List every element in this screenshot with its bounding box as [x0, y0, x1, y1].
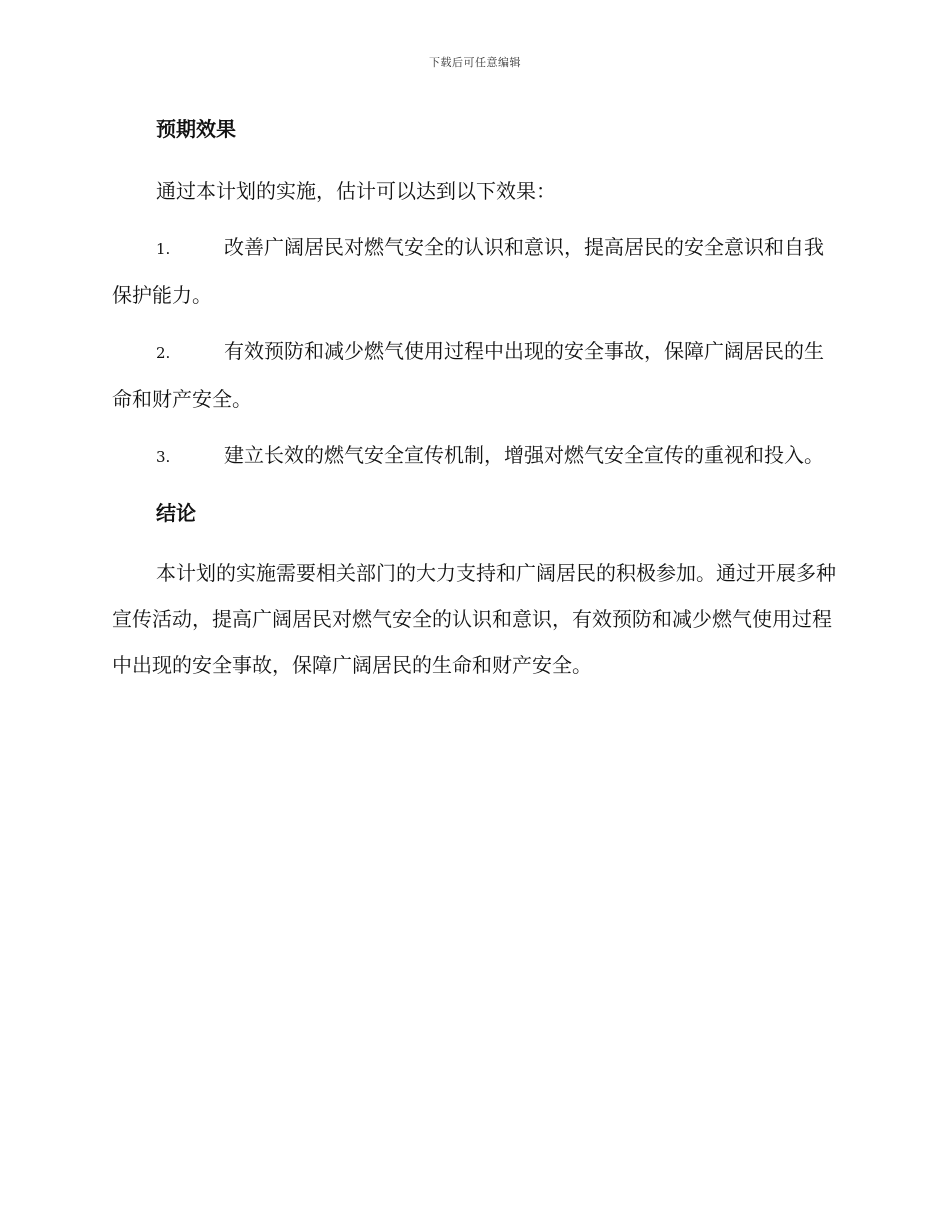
list-item-text: 有效预防和减少燃气使用过程中出现的安全事故，保障广阔居民的生命和财产安全。	[112, 339, 824, 411]
list-item-text: 建立长效的燃气安全宣传机制，增强对燃气安全宣传的重视和投入。	[224, 443, 824, 467]
header-note: 下载后可任意编辑	[429, 56, 521, 69]
effects-intro: 通过本计划的实施，估计可以达到以下效果：	[156, 179, 556, 203]
list-number: 1.	[156, 240, 171, 258]
heading-expected-effects: 预期效果	[156, 117, 236, 141]
document-body	[112, 112, 836, 688]
list-number: 3.	[156, 448, 171, 466]
conclusion-body: 本计划的实施需要相关部门的大力支持和广阔居民的积极参加。通过开展多种宣传活动，提高广阔居民对燃气安全的认识和意识，有效预防和减少燃气使用过程中出现的安全事故，保障广阔居民的生命和财产安全。	[112, 561, 836, 677]
list-item-2	[112, 328, 836, 422]
list-item-1	[112, 224, 836, 318]
heading-conclusion: 结论	[156, 501, 196, 525]
list-number: 2.	[156, 344, 171, 362]
list-item-3	[112, 432, 836, 480]
list-item-text: 改善广阔居民对燃气安全的认识和意识，提高居民的安全意识和自我保护能力。	[112, 235, 824, 307]
